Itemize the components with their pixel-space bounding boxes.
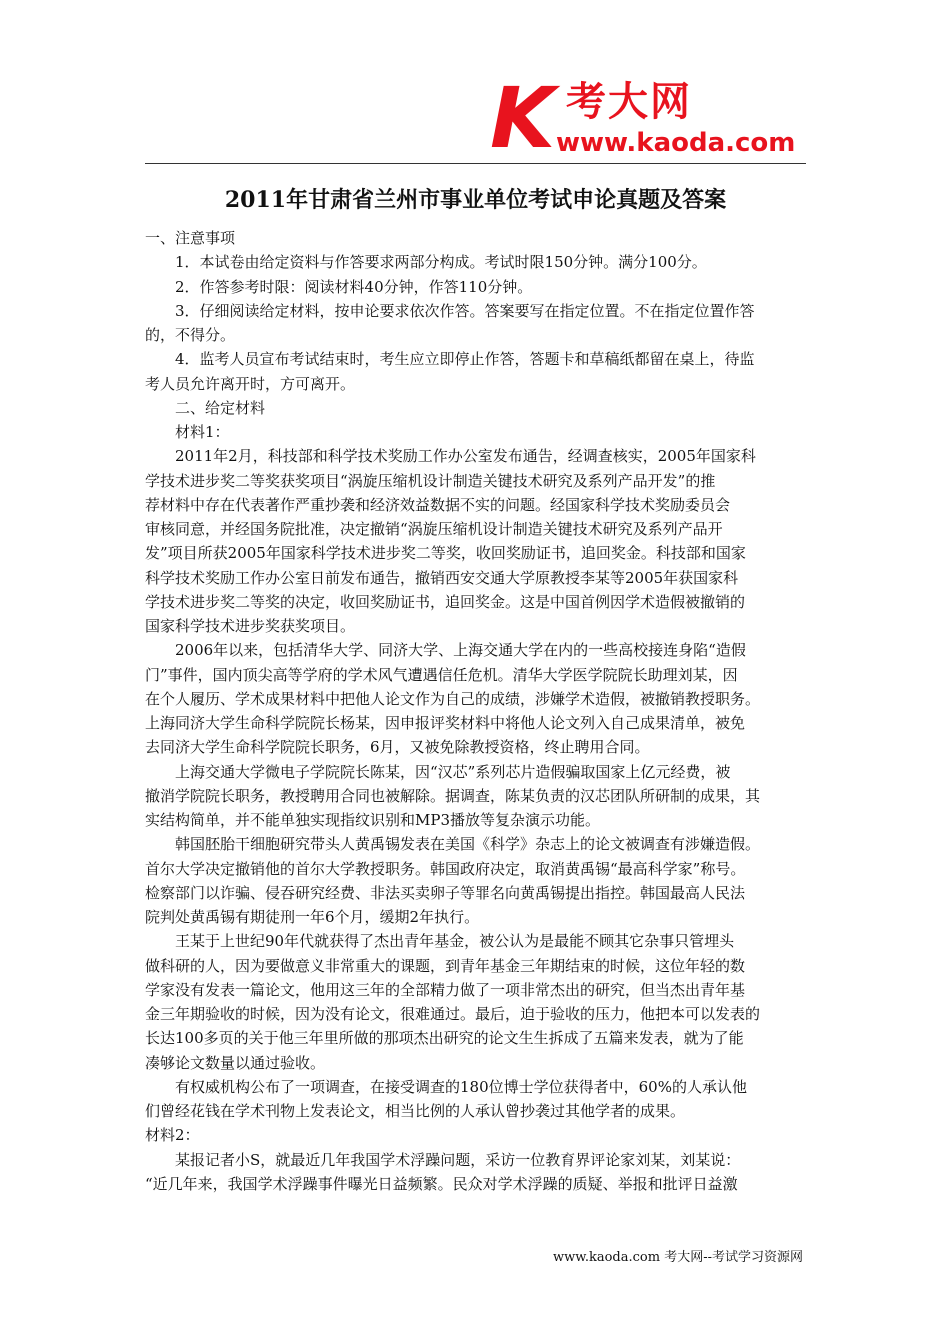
text-line: 学技术进步奖二等奖获奖项目“涡旋压缩机设计制造关键技术研究及系列产品开发”的推 — [145, 471, 716, 490]
text-line: 1．本试卷由给定资料与作答要求两部分构成。考试时限150分钟。满分100分。 — [145, 253, 707, 272]
text-line: 凑够论文数量以通过验收。 — [145, 1053, 326, 1072]
text-line: 院判处黄禹锡有期徒刑一年6个月，缓期2年执行。 — [145, 908, 480, 926]
text-line: 有权威机构公布了一项调查，在接受调查的180位博士学位获得者中，60%的人承认他 — [145, 1077, 747, 1096]
text-line: 上海交通大学微电子学院院长陈某，因“汉芯”系列芯片造假骗取国家上亿元经费，被 — [145, 762, 731, 781]
text-line: 4．监考人员宣布考试结束时，考生应立即停止作答，答题卡和草稿纸都留在桌上，待监 — [145, 350, 755, 369]
text-line: 上海同济大学生命科学院院长杨某，因申报评奖材料中将他人论文列入自己成果清单，被免 — [145, 714, 746, 732]
text-line: 学技术进步奖二等奖的决定，收回奖励证书，追回奖金。这是中国首例因学术造假被撤销的 — [145, 592, 746, 611]
text-line: 材料1： — [145, 423, 230, 441]
text-line: 某报记者小S，就最近几年我国学术浮躁问题，采访一位教育界评论家刘某，刘某说： — [145, 1150, 741, 1169]
logo-k-mark: K — [490, 69, 556, 167]
page-footer: www.kaoda.com 考大网--考试学习资源网 — [553, 1250, 803, 1265]
text-line: 做科研的人，因为要做意义非常重大的课题，到青年基金三年期结束的时候，这位年轻的数 — [145, 956, 746, 975]
text-line: 王某于上世纪90年代就获得了杰出青年基金，被公认为是最能不顾其它杂事只管埋头 — [145, 932, 735, 951]
kaoda-logo — [490, 69, 810, 167]
text-line: 撤消学院院长职务，教授聘用合同也被解除。据调查，陈某负责的汉芯团队所研制的成果，其 — [145, 786, 761, 805]
document-body — [145, 226, 808, 1196]
text-line: 学家没有发表一篇论文，他用这三年的全部精力做了一项非常杰出的研究，但当杰出青年基 — [145, 980, 746, 999]
text-line: 实结构简单，并不能单独实现指纹识别和MP3播放等复杂演示功能。 — [145, 811, 600, 829]
text-line: 去同济大学生命科学院院长职务，6月，又被免除教授资格，终止聘用合同。 — [145, 738, 650, 757]
text-line: 一、注意事项 — [145, 229, 236, 247]
text-line: 门”事件，国内顶尖高等学府的学术风气遭遇信任危机。清华大学医学院院长助理刘某，因 — [145, 665, 738, 684]
text-line: 二、给定材料 — [145, 398, 266, 417]
text-line: 国家科学技术进步奖获奖项目。 — [145, 617, 356, 635]
text-line: 3．仔细阅读给定材料，按申论要求依次作答。答案要写在指定位置。不在指定位置作答 — [145, 301, 755, 320]
document-title: 2011年甘肃省兰州市事业单位考试申论真题及答案 — [224, 187, 727, 213]
text-line: 发”项目所获2005年国家科学技术进步奖二等奖，收回奖励证书，追回奖金。科技部和国家 — [145, 544, 746, 563]
logo-url: www.kaoda.com — [556, 128, 796, 158]
text-line: 考人员允许离开时，方可离开。 — [145, 374, 356, 393]
text-line: 长达100多页的关于他三年里所做的那项杰出研究的论文生生拆成了五篇来发表，就为了能 — [145, 1029, 744, 1048]
text-line: 荐材料中存在代表著作严重抄袭和经济效益数据不实的问题。经国家科学技术奖励委员会 — [145, 495, 731, 514]
text-line: 金三年期验收的时候，因为没有论文，很难通过。最后，迫于验收的压力，他把本可以发表的 — [145, 1005, 761, 1023]
text-line: 的，不得分。 — [145, 326, 236, 344]
text-line: 科学技术奖励工作办公室日前发布通告，撤销西安交通大学原教授李某等2005年获国家科 — [145, 568, 739, 587]
header-divider — [145, 163, 806, 164]
text-line: 们曾经花钱在学术刊物上发表论文，相当比例的人承认曾抄袭过其他学者的成果。 — [145, 1102, 686, 1120]
text-line: 2006年以来，包括清华大学、同济大学、上海交通大学在内的一些高校接连身陷“造假 — [145, 641, 746, 660]
text-line: 检察部门以诈骗、侵吞研究经费、非法买卖卵子等罪名向黄禹锡提出指控。韩国最高人民法 — [145, 883, 746, 902]
text-line: 2011年2月，科技部和科学技术奖励工作办公室发布通告，经调查核实，2005年国家科 — [145, 447, 756, 466]
text-line: 2．作答参考时限：阅读材料40分钟，作答110分钟。 — [145, 277, 533, 296]
logo-brand-name: 考大网 — [566, 79, 692, 125]
text-line: 材料2： — [145, 1126, 200, 1145]
text-line: 在个人履历、学术成果材料中把他人论文作为自己的成绩，涉嫌学术造假，被撤销教授职务。 — [145, 689, 761, 708]
text-line: “近几年来，我国学术浮躁事件曝光日益频繁。民众对学术浮躁的质疑、举报和批评日益激 — [145, 1174, 738, 1193]
text-line: 首尔大学决定撤销他的首尔大学教授职务。韩国政府决定，取消黄禹锡“最高科学家”称号。 — [145, 859, 746, 878]
text-line: 审核同意，并经国务院批准，决定撤销“涡旋压缩机设计制造关键技术研究及系列产品开 — [145, 520, 723, 538]
text-line: 韩国胚胎干细胞研究带头人黄禹锡发表在美国《科学》杂志上的论文被调查有涉嫌造假。 — [145, 835, 761, 854]
